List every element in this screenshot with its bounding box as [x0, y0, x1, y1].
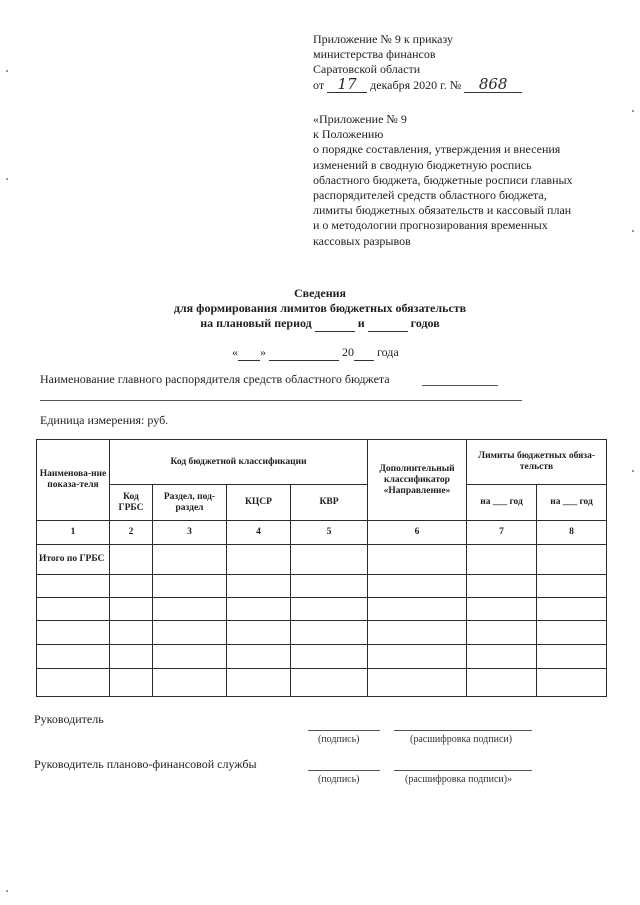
table-cell	[291, 575, 368, 598]
col-number: 5	[291, 521, 368, 545]
table-row	[37, 645, 607, 669]
position-line: кассовых разрывов	[313, 233, 411, 248]
manager-label: Наименование главного распорядителя средств областного бюджета	[40, 372, 390, 386]
header-code: Код бюджетной классификации	[110, 440, 368, 485]
header-grbs: Код ГРБС	[110, 485, 153, 521]
table-cell	[291, 545, 368, 575]
table-cell	[110, 645, 153, 669]
table-cell	[153, 645, 227, 669]
date-rest: декабря 2020 г. №	[370, 78, 462, 92]
table-cell	[368, 645, 467, 669]
table-cell	[467, 621, 537, 645]
table-cell	[110, 575, 153, 598]
table-cell	[291, 645, 368, 669]
table-cell	[227, 575, 291, 598]
title-line-2: для формирования лимитов бюджетных обязательств	[173, 301, 467, 315]
header-name: Наименова-ние показа-теля	[37, 440, 110, 521]
table-cell	[110, 669, 153, 697]
handwritten-day: 17	[327, 77, 367, 93]
table-row	[37, 669, 607, 697]
approval-block	[313, 32, 613, 93]
table-cell	[537, 621, 607, 645]
header-additional: Дополнительный классификатор «Направление»	[368, 440, 467, 521]
document-title	[100, 286, 540, 332]
scan-speck	[6, 70, 8, 72]
manager-blank-2	[40, 400, 522, 401]
head-sign-caption: (подпись)	[318, 734, 360, 745]
handwritten-order-number: 868	[464, 77, 522, 93]
table-cell	[467, 545, 537, 575]
table-cell	[537, 598, 607, 621]
table-row	[37, 545, 607, 575]
finance-sign-line	[308, 770, 380, 771]
finance-head-label: Руководитель планово-финансовой службы	[34, 757, 257, 771]
number-row	[37, 521, 607, 545]
table-cell	[153, 598, 227, 621]
table-cell	[37, 621, 110, 645]
table-cell	[227, 545, 291, 575]
finance-decode-caption: (расшифровка подписи)»	[405, 774, 513, 785]
table-cell	[368, 575, 467, 598]
header-kcsr: КЦСР	[227, 485, 291, 521]
approval-date-line	[313, 77, 613, 93]
table-cell	[37, 598, 110, 621]
table-row	[37, 575, 607, 598]
total-label: Итого по ГРБС	[37, 545, 110, 575]
table-row	[37, 621, 607, 645]
table-cell	[368, 621, 467, 645]
table-cell	[227, 598, 291, 621]
table-cell	[227, 621, 291, 645]
col-number: 8	[537, 521, 607, 545]
day-blank	[238, 345, 260, 361]
date-line: « » 20 года	[232, 345, 399, 359]
table-cell	[291, 598, 368, 621]
table-cell	[153, 669, 227, 697]
table-cell	[467, 669, 537, 697]
table-cell	[153, 575, 227, 598]
table-cell	[368, 545, 467, 575]
header-section: Раздел, под-раздел	[153, 485, 227, 521]
month-blank	[269, 345, 339, 361]
table-cell	[153, 545, 227, 575]
approval-line-1: Приложение № 9 к приказу	[313, 32, 453, 46]
col-number: 2	[110, 521, 153, 545]
table-cell	[110, 545, 153, 575]
finance-sign-caption: (подпись)	[318, 774, 360, 785]
table-cell	[291, 621, 368, 645]
manager-blank-1	[422, 385, 498, 386]
col-number: 7	[467, 521, 537, 545]
position-line: областного бюджета, бюджетные росписи главных	[313, 172, 573, 187]
position-line: «Приложение № 9	[313, 112, 407, 126]
header-year-b: на ___ год	[537, 485, 607, 521]
scan-speck	[632, 230, 634, 232]
approval-line-2: министерства финансов	[313, 47, 436, 61]
unit-label: Единица измерения: руб.	[40, 413, 169, 427]
scan-speck	[6, 178, 8, 180]
period-year-blank-2	[368, 316, 408, 332]
date-prefix: от	[313, 78, 325, 92]
position-line: изменений в сводную бюджетную роспись	[313, 157, 532, 172]
col-number: 4	[227, 521, 291, 545]
header-kvr: КВР	[291, 485, 368, 521]
header-year-a: на ___ год	[467, 485, 537, 521]
table-cell	[110, 621, 153, 645]
title-line-3: на плановый период и годов	[200, 316, 440, 330]
table-cell	[467, 575, 537, 598]
position-line: распорядителей средств областного бюджета,	[313, 188, 547, 203]
table-cell	[467, 598, 537, 621]
title-line-1: Сведения	[293, 286, 347, 300]
head-decode-line	[394, 730, 532, 731]
table-cell	[227, 669, 291, 697]
position-line: и о методологии прогнозирования временных	[313, 218, 548, 233]
table-cell	[537, 545, 607, 575]
col-number: 3	[153, 521, 227, 545]
table-cell	[467, 645, 537, 669]
col-number: 1	[37, 521, 110, 545]
table-cell	[291, 669, 368, 697]
scan-speck	[632, 470, 634, 472]
table-cell	[227, 645, 291, 669]
table-cell	[37, 669, 110, 697]
position-line: о порядке составления, утверждения и внесения	[313, 142, 561, 157]
scan-speck	[632, 110, 634, 112]
table-cell	[537, 645, 607, 669]
table-row	[37, 598, 607, 621]
table-cell	[537, 575, 607, 598]
table-cell	[37, 645, 110, 669]
scan-speck	[6, 890, 8, 892]
year-blank	[354, 345, 374, 361]
table-cell	[368, 669, 467, 697]
finance-decode-line	[394, 770, 532, 771]
col-number: 6	[368, 521, 467, 545]
header-limits: Лимиты бюджетных обяза-тельств	[467, 440, 607, 485]
head-sign-line	[308, 730, 380, 731]
position-block	[313, 112, 613, 249]
limits-table	[36, 439, 607, 697]
position-line: лимиты бюджетных обязательств и кассовый план	[313, 203, 572, 218]
period-year-blank-1	[315, 316, 355, 332]
head-decode-caption: (расшифровка подписи)	[410, 734, 513, 745]
position-line: к Положению	[313, 127, 384, 142]
head-label: Руководитель	[34, 712, 104, 726]
table-cell	[110, 598, 153, 621]
approval-line-3: Саратовской области	[313, 62, 421, 76]
table-cell	[153, 621, 227, 645]
table-cell	[37, 575, 110, 598]
table-cell	[537, 669, 607, 697]
table-cell	[368, 598, 467, 621]
